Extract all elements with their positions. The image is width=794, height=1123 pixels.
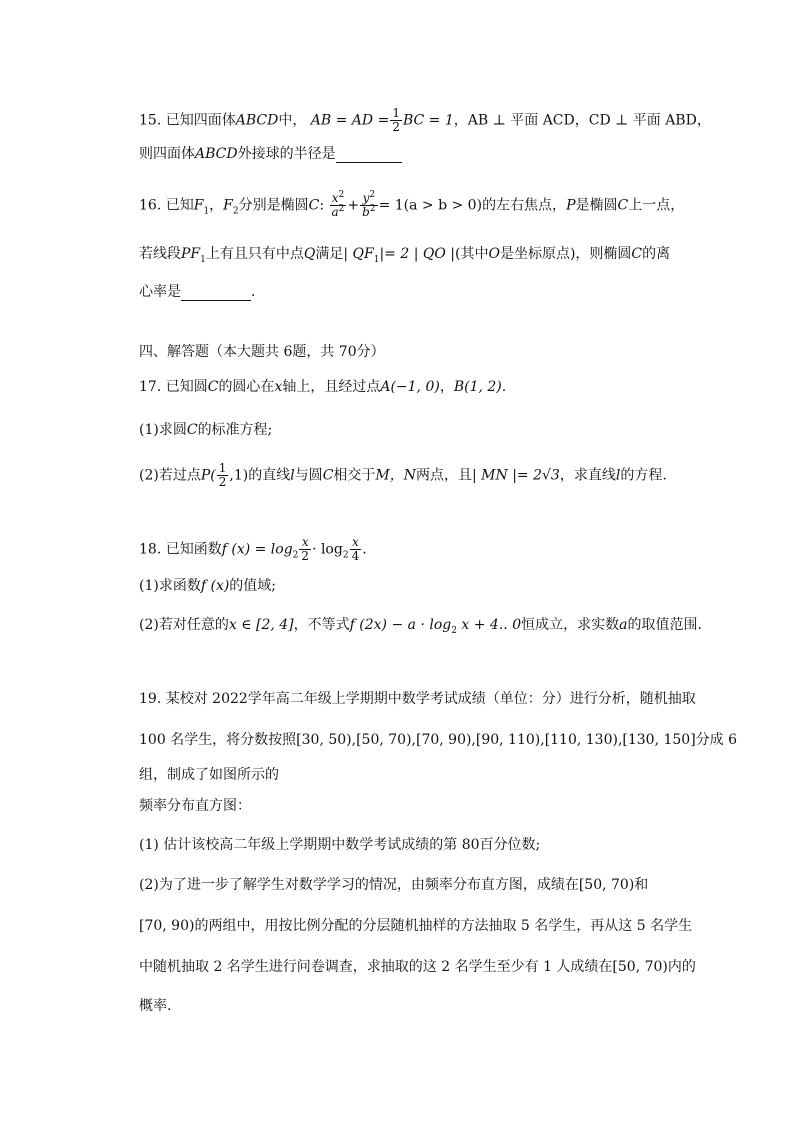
q15-fraction: $\frac{1}{2}$ (392, 106, 400, 134)
q19-part1: (1) 估计该校高二年级上学期期中数学考试成绩的第 80百分位数; (139, 837, 541, 853)
q16-line1: 16. 已知$F_1$，$F_2$分别是椭圆C: $\frac{x^2}{a^2}$ + $\frac{y^2}{b^2}$ = 1(a > b > 0)的左右焦点，P是椭圆C上一点， (139, 190, 685, 219)
q19-part2-line4: 概率. (139, 998, 172, 1014)
answer-blank[interactable] (181, 286, 251, 301)
q19-part2-line2: [70, 90)的两组中，用按比例分配的分层随机抽样的方法抽取 5 名学生，再从这 5 名学生 (139, 918, 693, 934)
q19-line1: 19. 某校对 2022学年高二年级上学期期中数学考试成绩（单位：分）进行分析，随机抽取 (139, 691, 696, 707)
q19-line3: 组，制成了如图所示的 (139, 767, 279, 783)
q19-line4: 频率分布直方图： (139, 798, 251, 814)
q18-line1: 18. 已知函数f $(x) = \log_2$ $\frac{x}{2}$ · $\log_2$ $\frac{x}{4}$ . (139, 535, 367, 563)
q17-part2: (2)若过点P( $\frac{1}{2}$ ,1)的直线l与圆C相交于M，N两点，且| MN |= 2√3，求直线l的方程. (139, 461, 667, 489)
section-heading: 四、解答题（本大题共 6题，共 70分） (139, 344, 385, 360)
q16-x-fraction: $\frac{x^2}{a^2}$ (331, 190, 345, 219)
q16-line2: 若线段$PF_1$上有且只有中点Q满足| $QF_1|= 2$ | QO |(其中O是坐标原点)，则椭圆C的离 (139, 246, 671, 265)
q19-line2: 100 名学生，将分数按照[30, 50),[50, 70),[70, 90),[90, 110),[110, 130),[130, 150]分成 6 (139, 732, 738, 748)
q19-part2-line3: 中随机抽取 2 名学生进行问卷调查，求抽取的这 2 名学生至少有 1 人成绩在[50, 70)内的 (139, 959, 696, 975)
q16-line3: 心率是 . (139, 284, 256, 300)
q17-fraction: $\frac{1}{2}$ (218, 461, 227, 489)
q15-line2: 则四面体ABCD外接球的半径是 (139, 145, 699, 163)
q19-part2-line1: (2)为了进一步了解学生对数学学习的情况，由频率分布直方图，成绩在[50, 70)和 (139, 877, 649, 893)
q15-line1: 15. 已知四面体ABCD中， AB = AD = $\frac{1}{2}$ BC = 1，AB ⊥ 平面 ACD，CD ⊥ 平面 ABD， (139, 106, 711, 134)
q18-part1: (1)求函数f (x)的值域; (139, 578, 277, 594)
q17-line1: 17. 已知圆C的圆心在x轴上，且经过点A(−1, 0)，B(1, 2). (139, 379, 507, 395)
q18-fraction-1: $\frac{x}{2}$ (301, 535, 310, 563)
answer-blank[interactable] (336, 148, 402, 163)
q16-y-fraction: $\frac{y^2}{b^2}$ (362, 190, 376, 219)
q18-fraction-2: $\frac{x}{4}$ (351, 535, 360, 563)
q18-part2: (2)若对任意的x ∈ [2, 4]，不等式f $(2x) - a \cdot \log_2 x + 4$.. 0恒成立，求实数a的取值范围. (139, 617, 702, 636)
q17-part1: (1)求圆C的标准方程; (139, 422, 273, 438)
